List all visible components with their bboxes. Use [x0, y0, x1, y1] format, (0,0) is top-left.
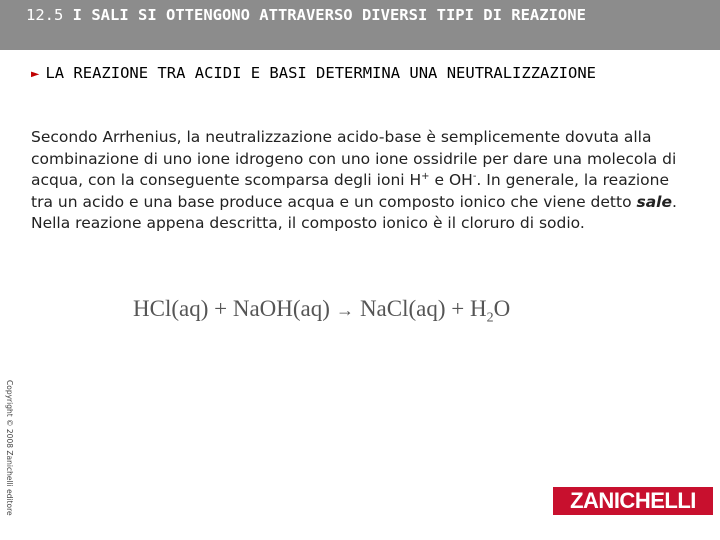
sup-minus: - — [472, 170, 477, 182]
body-part-4: . Nella reazione appena descritta, il composto ionico è il cloruro di sodio. — [31, 192, 677, 232]
publisher-logo: ZANICHELLI — [553, 487, 713, 515]
slide-subtitle — [31, 63, 691, 85]
slide-header — [0, 0, 720, 50]
copyright-notice — [2, 380, 16, 525]
slide-title — [26, 5, 686, 26]
body-part-2: e OH — [429, 171, 473, 189]
eq-product-1: NaCl(aq) — [359, 296, 446, 321]
section-number: 12.5 — [26, 6, 64, 24]
eq-plus-1: + — [214, 296, 228, 321]
title-text: I SALI SI OTTENGONO ATTRAVERSO DIVERSI TIPI DI REAZIONE — [72, 6, 586, 24]
body-part-3: . In generale, la reazione tra un acido e una base produce acqua e un composto ionico che viene detto — [31, 171, 669, 211]
emphasis-sale: sale — [636, 192, 672, 211]
eq-water-h: H — [470, 296, 487, 321]
sup-plus: + — [421, 170, 430, 182]
eq-water-subscript: 2 — [486, 310, 494, 326]
body-paragraph — [31, 127, 691, 235]
body-part-1: Secondo Arrhenius, la neutralizzazione acido-base è semplicemente dovuta alla combinazione di uno ione idrogeno con uno ione ossidrile per dare una molecola di acqua, con la conseguente scomparsa degli ioni H — [31, 128, 677, 189]
subtitle-text: LA REAZIONE TRA ACIDI E BASI DETERMINA UNA NEUTRALIZZAZIONE — [45, 64, 597, 82]
copyright-text: Copyright © 2008 Zanichelli editore — [5, 380, 14, 516]
eq-reactant-2: NaOH(aq) — [232, 296, 330, 321]
eq-reactant-1: HCl(aq) — [133, 296, 209, 321]
eq-plus-2: + — [451, 296, 465, 321]
reaction-arrow-icon: → — [335, 300, 354, 320]
triangle-bullet-icon: ► — [31, 66, 40, 82]
chemical-equation — [133, 296, 511, 326]
eq-water-o: O — [493, 296, 511, 321]
